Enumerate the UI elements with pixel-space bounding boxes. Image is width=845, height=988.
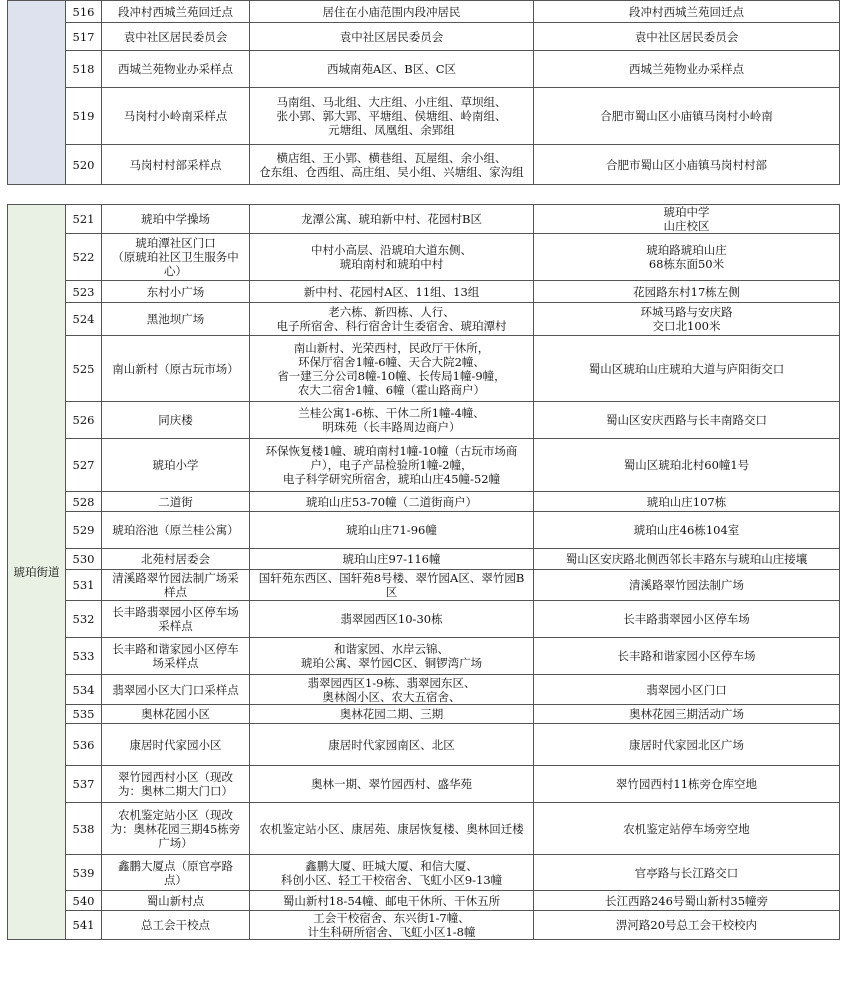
site-name: [102, 402, 250, 439]
cell-line: 康居时代家园北区广场: [629, 737, 744, 752]
cell-line: 二道街: [158, 494, 193, 509]
residents-cell: [250, 51, 534, 88]
residents-cell: [250, 724, 534, 766]
cell-line: 琥珀中学操场: [141, 212, 210, 226]
table-row: [8, 1, 840, 23]
district-cell: [8, 1, 66, 185]
site-name: [102, 281, 250, 303]
cell-line: 元塘组、凤凰组、余郢组: [328, 123, 455, 137]
site-name: [102, 724, 250, 766]
row-number: 526: [66, 402, 102, 439]
residents-cell: [250, 549, 534, 570]
table-row: [8, 281, 840, 303]
cell-line: 蜀山区琥珀山庄琥珀大道与庐阳街交口: [588, 361, 785, 376]
cell-line: 环城马路与安庆路: [640, 305, 733, 319]
row-number: 522: [66, 234, 102, 281]
address-cell: [534, 601, 840, 638]
row-number: 531: [66, 570, 102, 601]
site-name: [102, 638, 250, 675]
cell-line: 龙潭公寓、琥珀新中村、花园村B区: [301, 212, 482, 226]
cell-line: 居住在小庙范围内段冲居民: [322, 4, 461, 19]
cell-line: 琥珀山庄71-96幢: [346, 523, 437, 537]
table-row: [8, 492, 840, 512]
table-row: [8, 766, 840, 803]
site-name: [102, 303, 250, 336]
cell-line: 段冲村西城兰苑回迁点: [629, 4, 744, 19]
site-name: 马岗村村部采样点: [102, 145, 250, 185]
cell-line: 蜀山区安庆西路与长丰南路交口: [606, 413, 767, 427]
table-row: [8, 891, 840, 911]
address-cell: [534, 51, 840, 88]
residents-cell: [250, 891, 534, 911]
address-cell: [534, 1, 840, 23]
cell-line: 琥珀山庄46栋104室: [633, 523, 740, 537]
residents-cell: [250, 23, 534, 51]
cell-line: 黑池坝广场: [146, 312, 205, 326]
cell-line: 琥珀山庄107栋: [646, 494, 727, 509]
table-row: [8, 705, 840, 724]
address-cell: [534, 281, 840, 303]
address-cell: [534, 402, 840, 439]
site-name: [102, 705, 250, 724]
residents-cell: [250, 439, 534, 492]
cell-line: 户），电子产品检验所1幢-2幢，: [310, 458, 473, 472]
residents-cell: [250, 638, 534, 675]
site-name: [102, 891, 250, 911]
cell-line: 北苑村居委会: [141, 552, 210, 566]
residents-cell: [250, 88, 534, 145]
cell-line: 琥珀潭社区门口: [135, 236, 216, 250]
cell-line: 南山新村（原古玩市场）: [112, 361, 239, 376]
row-number: 540: [66, 891, 102, 911]
cell-line: 奥林花园二期、三期: [339, 707, 444, 721]
address-cell: [534, 23, 840, 51]
site-name: [102, 570, 250, 601]
table-row: [8, 803, 840, 855]
cell-line: 琥珀公寓、翠竹园C区、铜锣湾广场: [300, 656, 483, 670]
cell-line: 袁中社区居民委员会: [339, 29, 444, 44]
residents-cell: [250, 234, 534, 281]
row-number: 527: [66, 439, 102, 492]
cell-line: 鑫鹏大厦点（原官亭路: [118, 858, 233, 873]
cell-line: 为：奥林花园三期45栋旁: [110, 821, 241, 836]
address-cell: [534, 205, 840, 234]
residents-cell: [250, 402, 534, 439]
address-cell: [534, 549, 840, 570]
address-cell: [534, 512, 840, 549]
row-number: 541: [66, 911, 102, 940]
address-cell: [534, 303, 840, 336]
cell-line: 交口北100米: [652, 319, 721, 333]
cell-line: 花园路东村17栋左侧: [633, 284, 740, 299]
cell-line: 农大二宿舍1幢、6幢（霍山路商户）: [297, 382, 486, 397]
cell-line: 计生科研所宿舍、飞虹小区1-8幢: [307, 925, 476, 939]
table-row: [8, 23, 840, 51]
residents-cell: [250, 766, 534, 803]
table-row: [8, 145, 840, 185]
cell-line: 中村小高层、沿琥珀大道东侧、: [311, 243, 472, 257]
table-row: [8, 855, 840, 891]
cell-line: 琥珀小学: [152, 458, 199, 472]
row-number: 530: [66, 549, 102, 570]
cell-line: 68栋东面50米: [648, 257, 725, 271]
residents-cell: [250, 336, 534, 402]
cell-line: 老六栋、新四栋、人行、: [328, 305, 455, 319]
cell-line: 长江西路246号蜀山新村35幢旁: [604, 893, 769, 908]
cell-line: 同庆楼: [158, 413, 193, 427]
cell-line: 鑫鹏大厦、旺城大厦、和信大厦、: [305, 858, 478, 873]
cell-line: 点）: [164, 872, 187, 887]
address-cell: [534, 891, 840, 911]
address-cell: [534, 766, 840, 803]
cell-line: 环保恢复楼1幢、琥珀南村1幢-10幢（古玩市场商: [265, 444, 518, 458]
residents-cell: [250, 675, 534, 705]
cell-line: 南山新村、光荣西村，民政厅干休所，: [293, 340, 490, 355]
cell-line: 奥林一期、翠竹园西村、盛华苑: [311, 777, 472, 791]
address-cell: [534, 492, 840, 512]
row-number: 519: [66, 88, 102, 145]
row-number: 533: [66, 638, 102, 675]
site-name: 段冲村西城兰苑回迁点: [102, 1, 250, 23]
cell-line: 琥珀中学: [663, 205, 710, 219]
row-number: 535: [66, 705, 102, 724]
address-cell: [534, 803, 840, 855]
table-row: [8, 336, 840, 402]
cell-line: 国轩苑东西区、国轩苑8号楼、翠竹园A区、翠竹园B: [258, 571, 525, 585]
table-row: [8, 402, 840, 439]
cell-line: 琥珀山庄97-116幢: [342, 552, 441, 566]
cell-line: 电子科学研究所宿舍，琥珀山庄45幢-52幢: [282, 472, 501, 486]
site-name: 西城兰苑物业办采样点: [102, 51, 250, 88]
cell-line: 仓东组、仓西组、高庄组、吴小组、兴塘组、家沟组: [259, 164, 524, 179]
table-bottom: [7, 204, 840, 940]
table-row: [8, 439, 840, 492]
cell-line: 科创小区、轻工干校宿舍、飞虹小区9-13幢: [280, 872, 503, 887]
cell-line: 长丰路翡翠园小区停车场: [112, 605, 239, 619]
residents-cell: [250, 911, 534, 940]
cell-line: 翠竹园西村11栋旁仓库空地: [615, 777, 758, 791]
cell-line: 翡翠园小区门口: [646, 682, 727, 697]
address-cell: [534, 234, 840, 281]
cell-line: 袁中社区居民委员会: [634, 29, 739, 44]
site-name: [102, 205, 250, 234]
site-name: [102, 549, 250, 570]
residents-cell: [250, 803, 534, 855]
residents-cell: [250, 145, 534, 185]
cell-line: 长丰路翡翠园小区停车场: [623, 612, 750, 626]
cell-line: 蜀山区安庆路北侧西邻长丰路东与琥珀山庄接壤: [565, 552, 808, 566]
address-cell: [534, 145, 840, 185]
table-row: [8, 638, 840, 675]
table-row: [8, 601, 840, 638]
cell-line: 西城南苑A区、B区、C区: [326, 62, 457, 76]
site-name: [102, 512, 250, 549]
table-row: [8, 570, 840, 601]
site-name: 马岗村小岭南采样点: [102, 88, 250, 145]
cell-line: 张小郢、郭大郢、平塘组、侯塘组、岭南组、: [276, 109, 507, 123]
address-cell: [534, 88, 840, 145]
residents-cell: [250, 855, 534, 891]
site-name: [102, 439, 250, 492]
cell-line: 翡翠园西区10-30栋: [340, 612, 443, 626]
cell-line: 省一建三分公司8幢-10幢、长传局1幢-9幢，: [277, 368, 506, 383]
address-cell: [534, 336, 840, 402]
district-cell: 琥珀街道: [8, 205, 66, 940]
cell-line: 样点: [164, 585, 187, 599]
cell-line: （原琥珀社区卫生服务中: [112, 250, 239, 264]
table-top: [7, 0, 840, 185]
residents-cell: [250, 492, 534, 512]
cell-line: 清溪路翠竹园法制广场采: [112, 571, 239, 585]
site-name: [102, 911, 250, 940]
cell-line: 广场）: [158, 835, 193, 850]
cell-line: 马南组、马北组、大庄组、小庄组、草坝组、: [276, 95, 507, 109]
row-number: 532: [66, 601, 102, 638]
table-row: [8, 512, 840, 549]
row-number: 534: [66, 675, 102, 705]
cell-line: 蜀山新村点: [146, 893, 205, 908]
site-name: [102, 336, 250, 402]
row-number: 520: [66, 145, 102, 185]
table-row: [8, 205, 840, 234]
cell-line: 翡翠园西区1-9栋、翡翠园东区、: [307, 675, 476, 690]
cell-line: 兰桂公寓1-6栋、干休二所1幢-4幢、: [298, 406, 485, 420]
residents-cell: [250, 303, 534, 336]
cell-line: 翠竹园西村小区（现改: [118, 770, 233, 784]
residents-cell: [250, 705, 534, 724]
cell-line: 电子所宿舍、科行宿舍计生委宿舍、琥珀潭村: [276, 319, 507, 333]
row-number: 538: [66, 803, 102, 855]
cell-line: 心）: [164, 264, 187, 278]
cell-line: 康居时代家园南区、北区: [328, 737, 455, 752]
row-number: 539: [66, 855, 102, 891]
row-number: 525: [66, 336, 102, 402]
row-number: 536: [66, 724, 102, 766]
cell-line: 总工会干校点: [141, 918, 210, 932]
cell-line: 琥珀浴池（原兰桂公寓）: [112, 523, 239, 537]
address-cell: [534, 724, 840, 766]
table-row: [8, 303, 840, 336]
site-name: [102, 601, 250, 638]
residents-cell: [250, 570, 534, 601]
residents-cell: [250, 205, 534, 234]
cell-line: 奥林花园小区: [141, 707, 210, 721]
site-name: 袁中社区居民委员会: [102, 23, 250, 51]
table-row: [8, 234, 840, 281]
address-cell: [534, 675, 840, 705]
cell-line: 和谐家园、水岸云锦、: [334, 642, 449, 656]
table-row: [8, 675, 840, 705]
row-number: 524: [66, 303, 102, 336]
cell-line: 淠河路20号总工会干校校内: [615, 918, 758, 932]
site-name: [102, 492, 250, 512]
cell-line: 蜀山区琥珀北村60幢1号: [623, 458, 750, 472]
cell-line: 清溪路翠竹园法制广场: [629, 578, 744, 592]
cell-line: 琥珀南村和琥珀中村: [339, 257, 444, 271]
site-name: [102, 234, 250, 281]
cell-line: 东村小广场: [146, 284, 205, 299]
residents-cell: [250, 281, 534, 303]
cell-line: 长丰路和谐家园小区停车: [112, 642, 239, 656]
cell-line: 新中村、花园村A区、11组、13组: [303, 284, 480, 299]
table-row: [8, 911, 840, 940]
cell-line: 奥林花园三期活动广场: [629, 707, 744, 721]
cell-line: 西城兰苑物业办采样点: [629, 62, 744, 76]
row-number: 516: [66, 1, 102, 23]
row-number: 523: [66, 281, 102, 303]
cell-line: 横店组、王小郢、横巷组、瓦屋组、余小组、: [276, 150, 507, 165]
row-number: 537: [66, 766, 102, 803]
site-name: [102, 803, 250, 855]
residents-cell: [250, 1, 534, 23]
table-row: [8, 724, 840, 766]
row-number: 528: [66, 492, 102, 512]
cell-line: 官亭路与长江路交口: [634, 865, 739, 880]
cell-line: 长丰路和谐家园小区停车场: [617, 649, 756, 663]
address-cell: [534, 570, 840, 601]
site-name: [102, 855, 250, 891]
row-number: 518: [66, 51, 102, 88]
table-row: [8, 88, 840, 145]
cell-line: 场采样点: [152, 656, 199, 670]
residents-cell: [250, 601, 534, 638]
table-row: [8, 549, 840, 570]
cell-line: 康居时代家园小区: [129, 737, 222, 752]
cell-line: 合肥市蜀山区小庙镇马岗村村部: [606, 157, 767, 172]
cell-line: 采样点: [158, 619, 193, 633]
cell-line: 琥珀山庄53-70幢（二道街商户）: [305, 494, 478, 509]
address-cell: [534, 705, 840, 724]
table-row: [8, 51, 840, 88]
cell-line: 农机鉴定站小区（现改: [118, 807, 233, 822]
address-cell: [534, 855, 840, 891]
row-number: 521: [66, 205, 102, 234]
cell-line: 工会干校宿舍、东兴街1-7幢、: [313, 911, 470, 925]
row-number: 529: [66, 512, 102, 549]
cell-line: 奥林阁小区、农大五宿舍、: [322, 689, 461, 704]
cell-line: 琥珀路琥珀山庄: [646, 243, 727, 257]
cell-line: 区: [385, 585, 398, 599]
site-name: [102, 766, 250, 803]
residents-cell: [250, 512, 534, 549]
cell-line: 翡翠园小区大门口采样点: [112, 682, 239, 697]
address-cell: [534, 638, 840, 675]
cell-line: 为：奥林二期大门口）: [118, 784, 233, 798]
cell-line: 农机鉴定站停车场旁空地: [623, 821, 750, 836]
cell-line: 明珠苑（长丰路周边商户）: [322, 420, 461, 434]
site-name: [102, 675, 250, 705]
address-cell: [534, 439, 840, 492]
cell-line: 山庄校区: [663, 219, 710, 233]
cell-line: 蜀山新村18-54幢、邮电干休所、干休五所: [282, 893, 501, 908]
cell-line: 农机鉴定站小区、康居苑、康居恢复楼、奥林回迁楼: [259, 821, 524, 836]
cell-line: 环保厅宿舍1幢-6幢、天合大院2幢、: [298, 354, 485, 369]
cell-line: 合肥市蜀山区小庙镇马岗村小岭南: [600, 109, 773, 123]
address-cell: [534, 911, 840, 940]
row-number: 517: [66, 23, 102, 51]
